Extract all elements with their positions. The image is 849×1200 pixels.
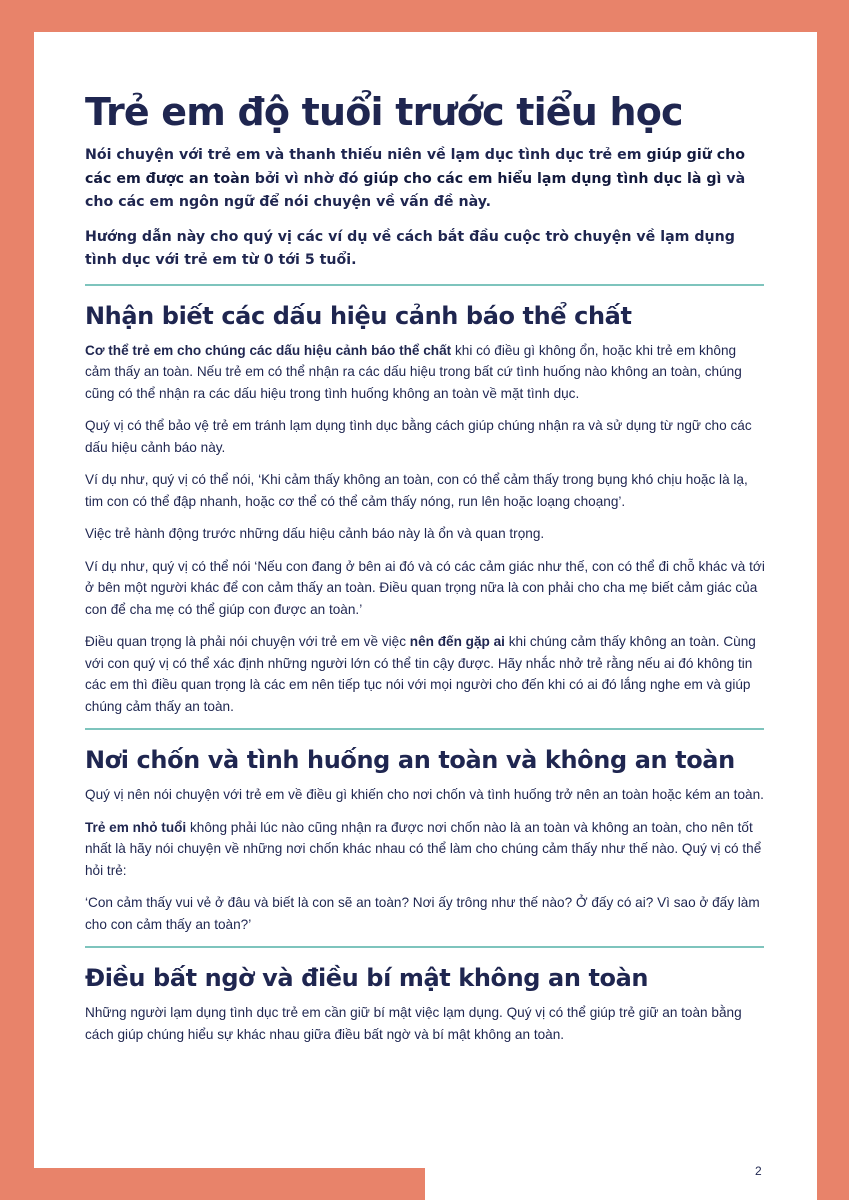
paragraph: Quý vị nên nói chuyện với trẻ em về điều gì khiến cho nơi chốn và tình huống trở nên an toàn hoặc kém an toàn. <box>85 787 764 802</box>
paragraph: Điều quan trọng là phải nói chuyện với trẻ em về việc nên đến gặp ai khi chúng cảm thấy không an toàn. Cùng với con quý vị có thể xác định những người lớn có thể tin cậy được. Hãy nhắc nhở trẻ rằng nếu ai đó không tin các em thì điều quan trọng là các em nên tiếp tục nói với mọi người cho đến khi có ai đó lắng nghe em và giúp chúng cảm thấy an toàn. <box>85 634 756 714</box>
paragraph: Quý vị có thể bảo vệ trẻ em tránh lạm dụng tình dục bằng cách giúp chúng nhận ra và sử dụng từ ngữ cho các dấu hiệu cảnh báo này. <box>85 418 752 455</box>
page-title: Trẻ em độ tuổi trước tiểu học <box>85 90 683 134</box>
section-heading: Nơi chốn và tình huống an toàn và không an toàn <box>85 746 735 774</box>
page-frame-top <box>0 0 849 32</box>
paragraph: ‘Con cảm thấy vui vẻ ở đâu và biết là con sẽ an toàn? Nơi ấy trông như thế nào? Ở đấy có ai? Vì sao ở đấy làm cho con cảm thấy an toàn?’ <box>85 895 760 932</box>
section-heading: Điều bất ngờ và điều bí mật không an toàn <box>85 964 649 992</box>
paragraph: Việc trẻ hành động trước những dấu hiệu cảnh báo này là ổn và quan trọng. <box>85 526 545 541</box>
section-divider <box>85 728 764 730</box>
paragraph: Trẻ em nhỏ tuổi không phải lúc nào cũng nhận ra được nơi chốn nào là an toàn và không an toàn, cho nên tốt nhất là hãy nói chuyện về những nơi chốn khác nhau có thể làm cho chúng cảm thấy như thế nào. Quý vị có thể hỏi trẻ: <box>85 819 762 878</box>
intro <box>85 144 765 273</box>
intro-paragraph-2: Hướng dẫn này cho quý vị các ví dụ về cách bắt đầu cuộc trò chuyện về lạm dụng tình dục với trẻ em từ 0 tới 5 tuổi. <box>85 228 735 268</box>
intro-paragraph-1: Nói chuyện với trẻ em và thanh thiếu niên về lạm dục tình dục trẻ em giúp giữ cho các em được an toàn bởi vì nhờ đó giúp cho các em hiểu lạm dụng tình dục là gì và cho các em ngôn ngữ để nói chuyện về vấn đề này. <box>85 147 746 210</box>
section-divider <box>85 946 764 948</box>
paragraph: Ví dụ như, quý vị có thể nói, ‘Khi cảm thấy không an toàn, con có thể cảm thấy trong bụng khó chịu hoặc là lạ, tim con có thể đập nhanh, hoặc cơ thể có thể cảm thấy nóng, run lên hoặc loạng choạng’. <box>85 472 748 509</box>
section-divider <box>85 284 764 286</box>
page-number: 2 <box>755 1164 762 1178</box>
section-surprises-secrets <box>85 962 765 1045</box>
section-physical-warning-signs <box>85 300 765 718</box>
paragraph: Những người lạm dụng tình dục trẻ em cần giữ bí mật việc lạm dụng. Quý vị có thể giúp trẻ giữ an toàn bằng cách giúp chúng hiểu sự khác nhau giữa điều bất ngờ và bí mật không an toàn. <box>85 1005 742 1042</box>
paragraph: Cơ thể trẻ em cho chúng các dấu hiệu cảnh báo thể chất khi có điều gì không ổn, hoặc khi trẻ em không cảm thấy an toàn. Nếu trẻ em có thể nhận ra các dấu hiệu trong bất cứ tình huống nào không an toàn, chúng cũng có thể nhận ra các dấu hiệu trong tình huống không an toàn về mặt tình dục. <box>85 342 742 401</box>
page-frame-bottom <box>0 1168 425 1200</box>
page-frame-right <box>817 0 849 1200</box>
paragraph: Ví dụ như, quý vị có thể nói ‘Nếu con đang ở bên ai đó và có các cảm giác như thế, con có thể đi chỗ khác và tới ở bên một người khác để con cảm thấy an toàn. Điều quan trọng nữa là con phải cho cha mẹ biết cảm giác của con để cha mẹ có thể giúp con được an toàn.’ <box>85 558 765 617</box>
page-frame-left <box>0 0 34 1200</box>
section-safe-places <box>85 744 765 935</box>
section-heading: Nhận biết các dấu hiệu cảnh báo thể chất <box>85 301 632 330</box>
document-page <box>85 86 765 1056</box>
